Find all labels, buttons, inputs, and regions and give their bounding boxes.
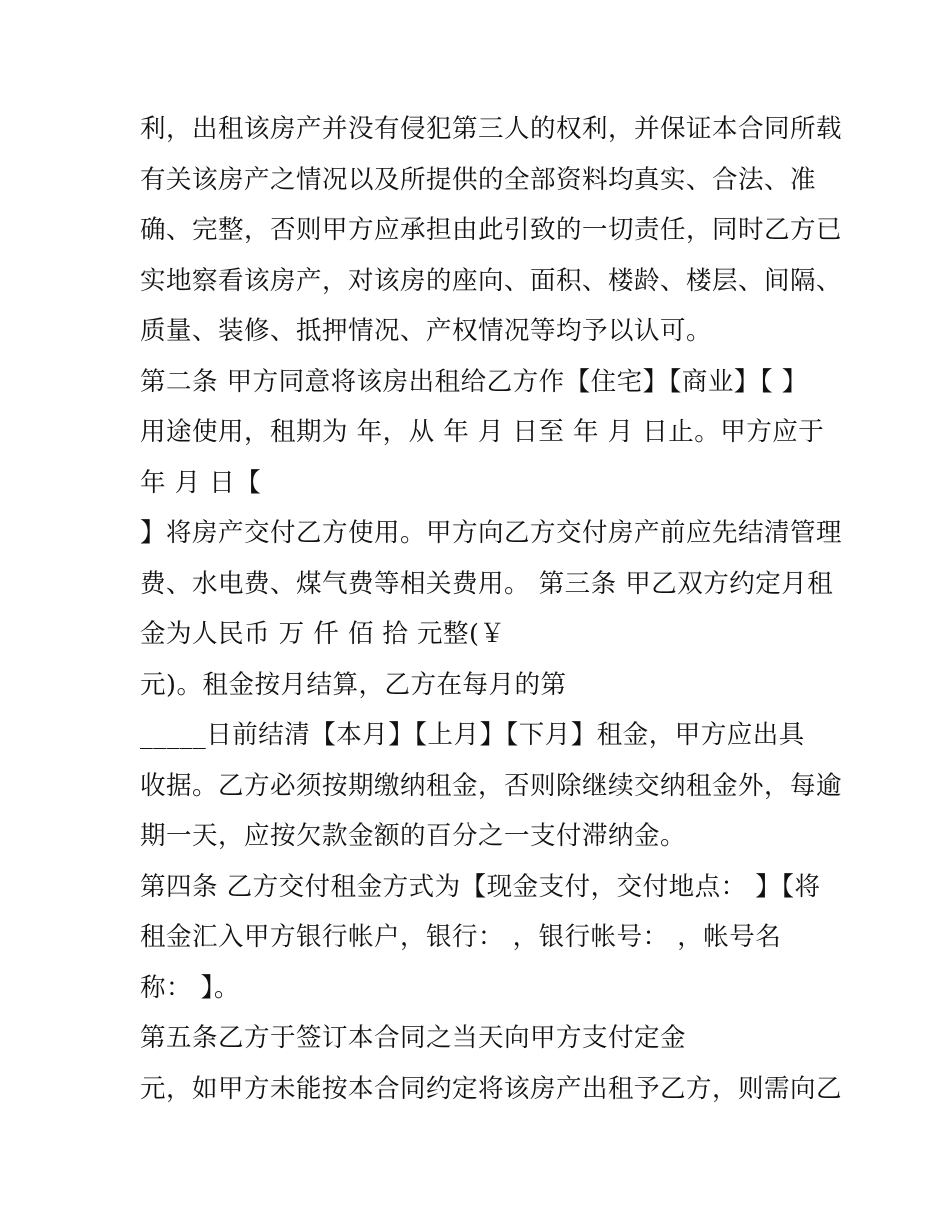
text-line: 用途使用，租期为 年，从 年 月 日至 年 月 日止。甲方应于 <box>140 417 825 447</box>
text-line: 费、水电费、煤气费等相关费用。 第三条 甲乙双方约定月租 <box>140 568 834 599</box>
article-2-start-line: 第二条 甲方同意将该房出租给乙方作【住宅】【商业】【 】 <box>140 366 808 397</box>
text-line: 收据。乙方必须按期缴纳租金，否则除继续交纳租金外，每逾 <box>140 770 843 801</box>
text-line: 有关该房产之情况以及所提供的全部资料均真实、合法、准 <box>140 164 817 195</box>
text-line: 期一天，应按欠款金额的百分之一支付滞纳金。 <box>140 821 687 851</box>
text-line: 元)。租金按月结算，乙方在每月的第 <box>140 669 567 700</box>
text-line: 确、完整，否则甲方应承担由此引致的一切责任，同时乙方已 <box>140 215 843 245</box>
text-line: 元，如甲方未能按本合同约定将该房产出租予乙方，则需向乙 <box>140 1073 843 1104</box>
text-line: _____日前结清【本月】【上月】【下月】租金，甲方应出具 <box>140 720 805 750</box>
text-line: 质量、装修、抵押情况、产权情况等均予以认可。 <box>140 316 713 346</box>
contract-body-text <box>140 104 843 1114</box>
text-line: 实地察看该房产，对该房的座向、面积、楼龄、楼层、间隔、 <box>140 265 843 296</box>
text-line: 年 月 日【 <box>140 467 262 498</box>
text-line: 租金汇入甲方银行帐户，银行： ，银行帐号： ，帐号名 <box>140 922 782 952</box>
article-5-start-line: 第五条乙方于签订本合同之当天向甲方支付定金 <box>140 1023 687 1053</box>
text-line: 】将房产交付乙方使用。甲方向乙方交付房产前应先结清管理 <box>140 518 843 548</box>
article-4-start-line: 第四条 乙方交付租金方式为【现金支付，交付地点： 】【将 <box>140 871 821 902</box>
text-line: 利，出租该房产并没有侵犯第三人的权利，并保证本合同所载 <box>140 114 843 144</box>
text-line: 金为人民币 万 仟 佰 拾 元整(￥ <box>140 619 506 649</box>
text-line: 称： 】。 <box>140 972 240 1003</box>
